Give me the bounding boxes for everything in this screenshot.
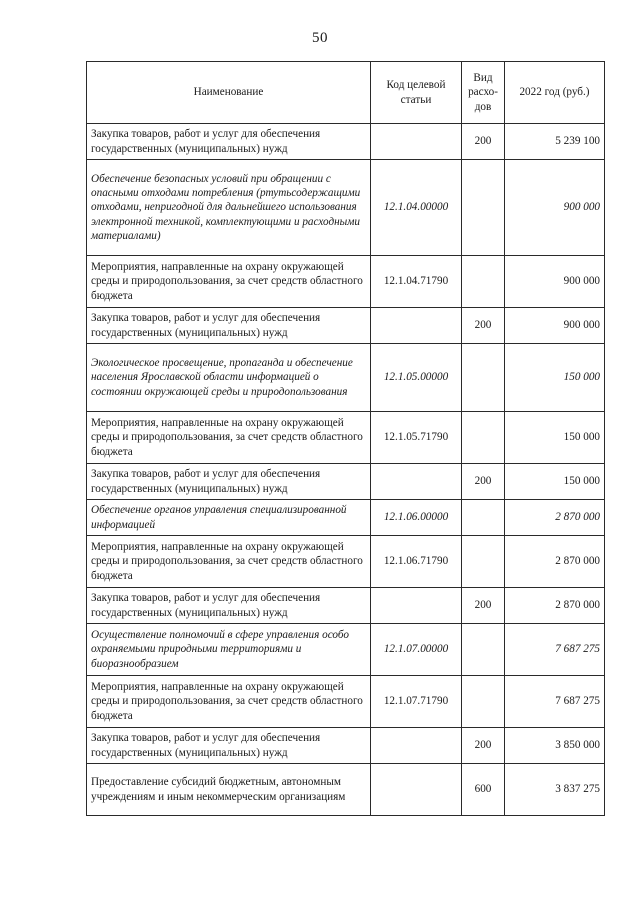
table-body (87, 124, 605, 816)
table-row (87, 256, 605, 308)
table-row (87, 464, 605, 500)
table-row (87, 728, 605, 764)
row-name-cell: Закупка товаров, работ и услуг для обеспечения государственных (муниципальных) нужд (87, 464, 371, 500)
table-row (87, 536, 605, 588)
row-name-cell: Закупка товаров, работ и услуг для обеспечения государственных (муниципальных) нужд (87, 728, 371, 764)
row-sum-cell: 7 687 275 (505, 676, 605, 728)
row-name-cell: Экологическое просвещение, пропаганда и обеспечение населения Ярославской области информацией о состоянии окружающей среды и природопользования (87, 344, 371, 412)
row-code-cell: 12.1.06.00000 (371, 500, 462, 536)
row-sum-cell: 3 850 000 (505, 728, 605, 764)
row-code-cell (371, 308, 462, 344)
budget-table (86, 61, 605, 816)
table-row (87, 308, 605, 344)
table-row (87, 500, 605, 536)
table-row (87, 588, 605, 624)
header-expense-type: Вид расхо-дов (462, 62, 505, 124)
row-code-cell (371, 588, 462, 624)
row-expense-type-cell (462, 344, 505, 412)
row-sum-cell: 900 000 (505, 160, 605, 256)
row-name-cell: Обеспечение безопасных условий при обращении с опасными отходами потребления (ртутьсодержащими отходами, непригодной для дальнейшего использования электронной техникой, комплектующими и расходными материалами) (87, 160, 371, 256)
row-sum-cell: 3 837 275 (505, 764, 605, 816)
row-expense-type-cell (462, 412, 505, 464)
row-expense-type-cell (462, 256, 505, 308)
row-name-cell: Мероприятия, направленные на охрану окружающей среды и природопользования, за счет средств областного бюджета (87, 676, 371, 728)
table-row (87, 344, 605, 412)
table-row (87, 160, 605, 256)
row-sum-cell: 2 870 000 (505, 500, 605, 536)
row-sum-cell: 150 000 (505, 412, 605, 464)
row-name-cell: Закупка товаров, работ и услуг для обеспечения государственных (муниципальных) нужд (87, 124, 371, 160)
row-code-cell: 12.1.05.71790 (371, 412, 462, 464)
row-expense-type-cell (462, 676, 505, 728)
row-code-cell: 12.1.04.71790 (371, 256, 462, 308)
row-expense-type-cell: 600 (462, 764, 505, 816)
table-row (87, 412, 605, 464)
row-code-cell (371, 124, 462, 160)
row-name-cell: Обеспечение органов управления специализированной информацией (87, 500, 371, 536)
row-name-cell: Закупка товаров, работ и услуг для обеспечения государственных (муниципальных) нужд (87, 588, 371, 624)
row-code-cell: 12.1.06.71790 (371, 536, 462, 588)
row-code-cell (371, 728, 462, 764)
row-expense-type-cell: 200 (462, 588, 505, 624)
row-sum-cell: 900 000 (505, 256, 605, 308)
row-code-cell: 12.1.07.71790 (371, 676, 462, 728)
page-number: 50 (312, 30, 328, 46)
row-expense-type-cell (462, 160, 505, 256)
header-year-sum: 2022 год (руб.) (505, 62, 605, 124)
row-name-cell: Осуществление полномочий в сфере управления особо охраняемыми природными территориями и биоразнообразием (87, 624, 371, 676)
row-sum-cell: 2 870 000 (505, 536, 605, 588)
row-sum-cell: 2 870 000 (505, 588, 605, 624)
row-sum-cell: 5 239 100 (505, 124, 605, 160)
row-expense-type-cell: 200 (462, 124, 505, 160)
row-expense-type-cell (462, 536, 505, 588)
row-name-cell: Мероприятия, направленные на охрану окружающей среды и природопользования, за счет средств областного бюджета (87, 256, 371, 308)
row-code-cell: 12.1.04.00000 (371, 160, 462, 256)
row-expense-type-cell: 200 (462, 308, 505, 344)
row-sum-cell: 150 000 (505, 344, 605, 412)
row-sum-cell: 150 000 (505, 464, 605, 500)
row-name-cell: Закупка товаров, работ и услуг для обеспечения государственных (муниципальных) нужд (87, 308, 371, 344)
row-sum-cell: 7 687 275 (505, 624, 605, 676)
header-code: Код целевой статьи (371, 62, 462, 124)
row-code-cell (371, 464, 462, 500)
row-expense-type-cell: 200 (462, 464, 505, 500)
row-code-cell: 12.1.07.00000 (371, 624, 462, 676)
table-header-row (87, 62, 605, 124)
row-expense-type-cell (462, 624, 505, 676)
row-name-cell: Предоставление субсидий бюджетным, автономным учреждениям и иным некоммерческим организациям (87, 764, 371, 816)
row-code-cell (371, 764, 462, 816)
row-sum-cell: 900 000 (505, 308, 605, 344)
row-name-cell: Мероприятия, направленные на охрану окружающей среды и природопользования, за счет средств областного бюджета (87, 536, 371, 588)
table-row (87, 124, 605, 160)
header-name: Наименование (87, 62, 371, 124)
row-expense-type-cell (462, 500, 505, 536)
row-name-cell: Мероприятия, направленные на охрану окружающей среды и природопользования, за счет средств областного бюджета (87, 412, 371, 464)
table-row (87, 676, 605, 728)
table-row (87, 624, 605, 676)
table-row (87, 764, 605, 816)
row-expense-type-cell: 200 (462, 728, 505, 764)
row-code-cell: 12.1.05.00000 (371, 344, 462, 412)
